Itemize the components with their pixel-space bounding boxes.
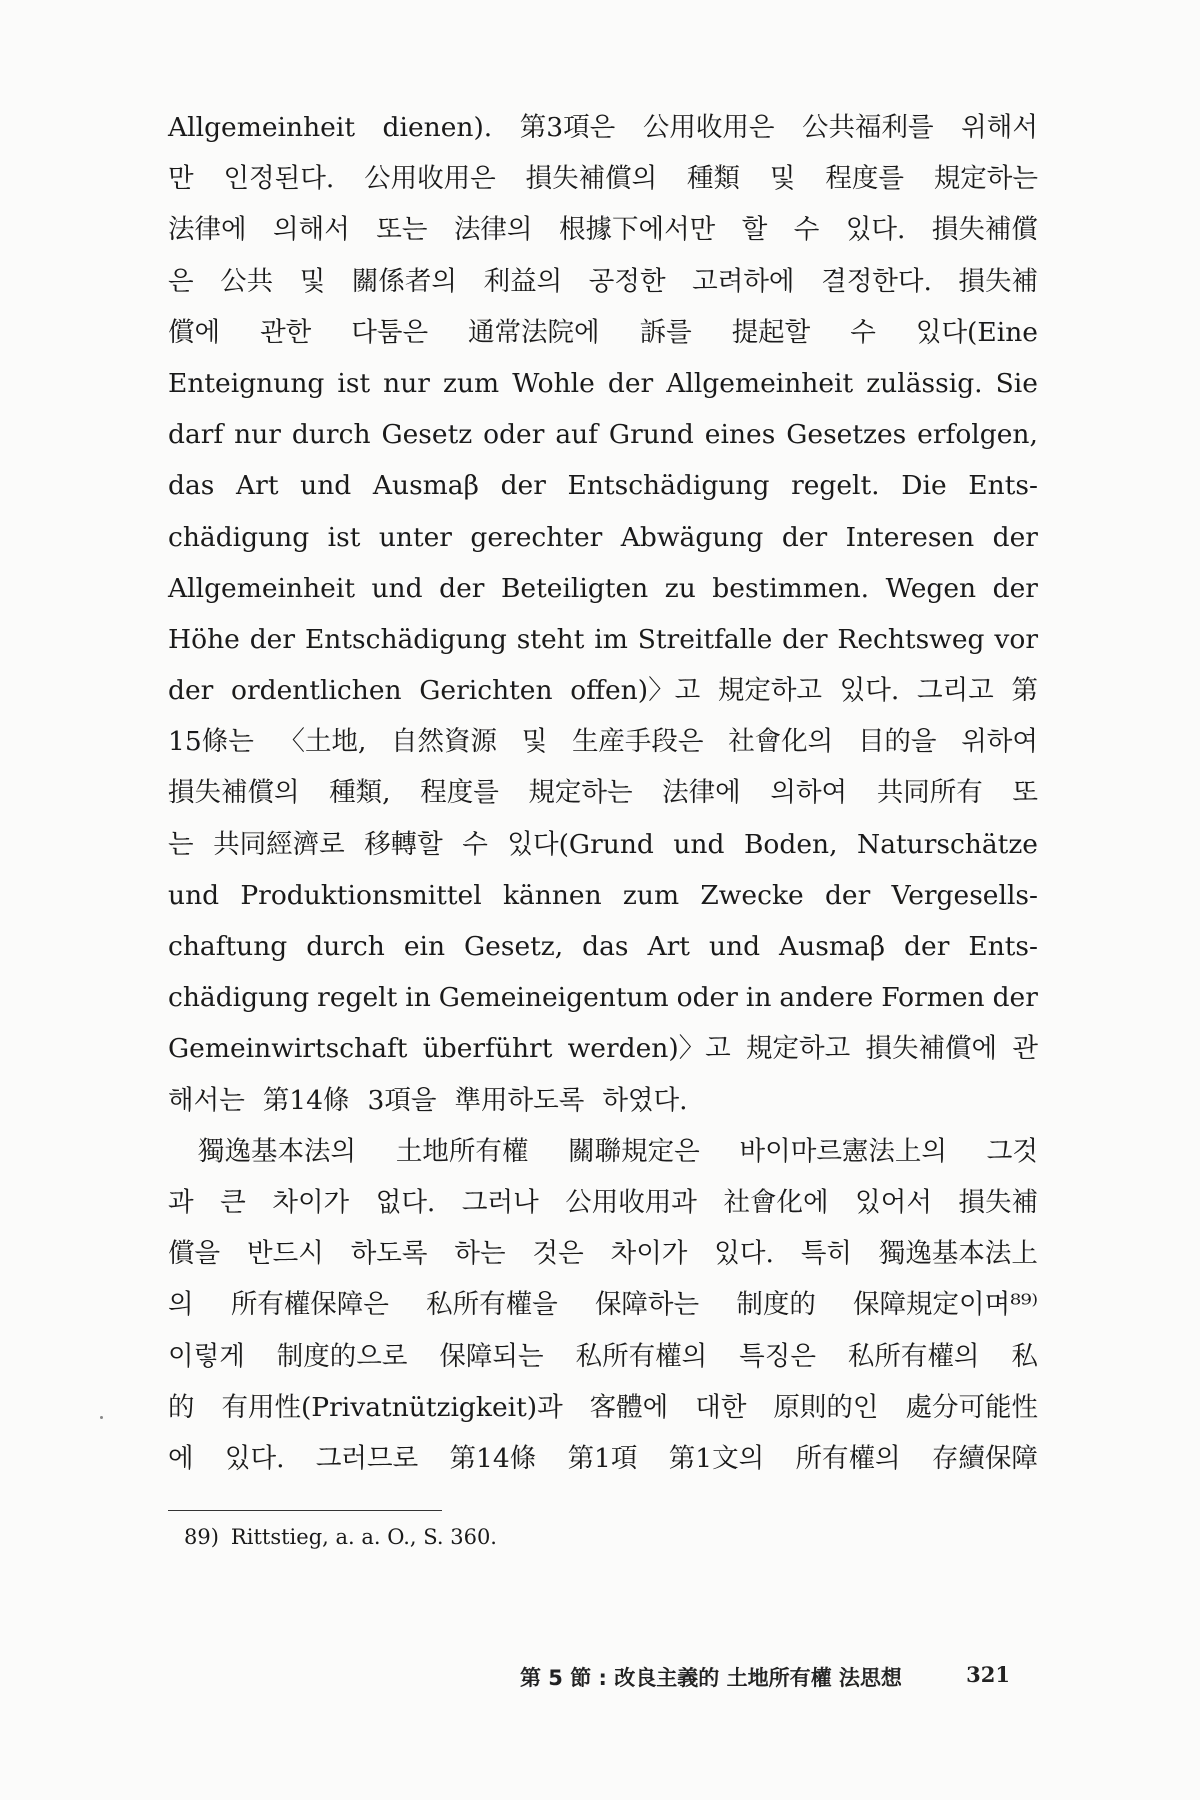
word: 대한 [695,1391,747,1423]
word: Höhe [168,623,240,655]
word: der [607,367,654,399]
word: 法律에 [168,214,247,246]
word: Vergesells- [891,879,1038,911]
word: Sie [995,367,1038,399]
word: 〈土地, [278,726,367,758]
word: 公用收用은 [364,163,496,195]
word: Boden, [743,828,838,860]
text-line [168,409,1038,460]
word: 만 [168,163,194,195]
word: Entschädigung [567,470,770,502]
text-line [168,921,1038,972]
word: 移轉할 [364,828,443,860]
word: 특히 [800,1238,853,1270]
word: 第14條 [449,1442,537,1474]
word: 및 [299,265,326,297]
word: in [745,982,772,1014]
word: 은 [168,265,194,297]
word: offen)〉고 [570,675,701,707]
text-line [168,1177,1038,1228]
word: Ausmaβ [779,931,886,962]
word: Gesetzes [786,419,907,451]
word: 있다. [714,1238,774,1270]
word: 수 [462,828,488,860]
word: Ausmaβ [372,470,479,502]
word: Produktionsmittel [240,879,482,911]
word: 특징은 [739,1340,816,1372]
word: das [168,470,215,502]
word: 損失補 [958,1186,1038,1218]
scan-speck [100,1416,103,1419]
word: 그리고 [916,675,994,707]
word: der [781,521,828,553]
word: Wegen [885,572,977,604]
text-line [168,1279,1038,1330]
word: ist [337,367,371,399]
word: der [782,623,828,655]
word: zum [622,879,680,911]
word: 所有權保障은 [230,1289,389,1321]
word: 生産手段은 [571,726,704,758]
word: 위해서 [961,112,1038,143]
word: auf [555,419,598,451]
word: 차이가 [272,1186,350,1218]
word: 通常法院에 [468,316,600,348]
word: und [168,879,220,911]
word: Gesetz, [464,931,564,962]
word: der [992,521,1038,553]
word: 規定하고 [717,675,823,707]
text-line [168,716,1038,767]
footnote-rule [168,1510,442,1511]
word: 私所有權을 [426,1289,558,1321]
word: 償에 [168,316,221,348]
word: bestimmen. [712,572,870,604]
word: 公用收用은 [642,112,775,143]
word: Allgemeinheit [168,572,355,604]
word: 第 [1011,675,1038,707]
word: Wohle [512,367,595,399]
word: 損失補償 [931,214,1038,246]
word: vor [994,623,1038,655]
word: Art [647,931,690,962]
word: 的 [168,1391,195,1423]
word: oder [483,419,545,451]
word: der [904,931,950,962]
word: gerechter [470,521,603,553]
word: Beteiligten [500,572,649,604]
word: 目的을 [857,726,937,758]
word: der [249,623,296,655]
word: 3項을 [367,1084,437,1116]
word: 있다. [224,1442,285,1474]
body-text [168,102,1038,1484]
word: 第14條 [262,1084,350,1116]
word: 고려하에 [692,265,795,297]
word: 公用收用과 [565,1186,697,1218]
word: ist [327,521,361,553]
word: 및 [769,163,796,195]
word: dienen). [382,112,493,143]
word: Art [236,470,279,502]
word: Interesen [845,521,975,553]
word: 利益의 [483,265,563,297]
text-line [168,870,1038,921]
word: 관 [1012,1033,1038,1065]
word: 있다(Eine [915,316,1038,348]
word: Allgemeinheit [168,112,355,143]
word: 第1項 [567,1442,638,1474]
word: 規定하는 [528,777,633,809]
word: zu [664,572,696,604]
word: 는 [168,828,194,860]
word: 損失補償의 [168,777,300,809]
word: 또 [1012,777,1038,809]
word: 결정한다. [821,265,932,297]
word: 第3項은 [519,112,616,143]
word: 의하여 [770,777,848,809]
word: erfolgen, [917,419,1038,451]
text-line [168,102,1038,153]
word: 所有權의 [795,1442,901,1474]
word: 法律의 [453,214,533,246]
word: 共同經濟로 [213,828,345,860]
word: regelt [317,982,398,1014]
word: 處分可能性 [905,1391,1038,1423]
word: 保障規定이며⁸⁹⁾ [853,1289,1038,1321]
word: der [992,982,1038,1014]
word: 第1文의 [668,1442,765,1474]
word: 社會化의 [728,726,834,758]
word: 保障되는 [439,1340,544,1372]
page-number: 321 [966,1662,1010,1687]
word: 程度를 [825,163,904,195]
word: 수 [793,214,820,246]
text-line [168,563,1038,614]
word: 그러나 [461,1186,539,1218]
text-line [168,614,1038,665]
word: 위하여 [961,726,1038,758]
word: und [371,572,423,604]
text-line [168,307,1038,358]
word: 私所有權의 [575,1340,708,1372]
word: 하는 [454,1238,506,1270]
word: werden)〉고 [567,1033,731,1065]
word: 의해서 [273,214,350,246]
word: 準用하도록 [454,1084,585,1116]
word: 공정한 [588,265,666,297]
word: 관한 [260,316,312,348]
word: 原則的인 [773,1391,879,1423]
word: 公共福利를 [802,112,934,143]
word: 制度的으로 [276,1340,408,1372]
word: Gemeineigentum [438,982,669,1014]
word: 있어서 [855,1186,932,1218]
word: 수 [850,316,876,348]
word: 保障하는 [594,1289,700,1321]
text-line [168,1331,1038,1382]
word: 있다. [845,214,906,246]
word: 있다. [839,675,900,707]
word: 그러므로 [315,1442,419,1474]
text-line [168,665,1038,716]
word: andere [779,982,874,1014]
word: ein [403,931,446,962]
word: Grund [608,419,694,451]
word: 獨逸基本法의 [198,1135,357,1167]
word: chaftung [168,931,288,962]
word: Naturschätze [857,828,1038,860]
word: 程度를 [420,777,499,809]
word: 根據下에서만 [558,214,716,246]
word: 차이가 [610,1238,688,1270]
word: Ents- [968,470,1038,502]
word: 損失補償에 [865,1033,998,1065]
word: 償을 [168,1238,221,1270]
word: im [594,623,628,655]
word: 客體에 [589,1391,669,1423]
word: 損失補償의 [525,163,658,195]
word: 關聯規定은 [568,1135,700,1167]
word: 獨逸基本法上 [878,1238,1038,1270]
text-line [168,819,1038,870]
word: regelt. [791,470,880,502]
footnote-number: 89) [184,1525,219,1549]
text-line [168,204,1038,255]
word: Ents- [968,931,1038,962]
word: 것은 [532,1238,584,1270]
word: 그것 [986,1135,1038,1167]
word: der [824,879,871,911]
word: 私 [1011,1340,1038,1372]
word: Streitfalle [637,623,773,655]
word: zum [443,367,500,399]
word: 반드시 [247,1238,324,1270]
word: 에 [168,1442,194,1474]
word: 15條는 [168,726,254,758]
text-line [168,1075,1038,1126]
word: 提起할 [731,316,811,348]
word: und [708,931,761,962]
word: unter [378,521,452,553]
word: 有用性(Privatnützigkeit)과 [221,1391,563,1423]
word: 私所有權의 [847,1340,980,1372]
word: Enteignung [168,367,325,399]
word: 共同所有 [876,777,983,809]
word: Gesetz [381,419,473,451]
word: 自然資源 [391,726,498,758]
text-line [168,512,1038,563]
word: steht [516,623,585,655]
word: Entschädigung [304,623,507,655]
text-line [168,153,1038,204]
word: 할 [741,214,768,246]
word: 바이마르憲法上의 [739,1135,948,1167]
word: 과 [168,1186,194,1218]
word: 種類, [329,777,391,809]
word: Formen [881,982,985,1014]
word: nur [383,367,430,399]
word: 해서는 [168,1084,245,1116]
word: 規定하고 [746,1033,851,1065]
text-line [168,1126,1038,1177]
word: chädigung [168,982,310,1014]
word: oder [676,982,738,1014]
text-line [168,767,1038,818]
footnote-text: Rittstieg, a. a. O., S. 360. [230,1525,497,1549]
word: 公共 [220,265,274,297]
word: darf [168,419,224,451]
word: 規定하는 [933,163,1038,195]
word: kännen [502,879,602,911]
word: überführt [422,1033,553,1065]
word: 다툼은 [351,316,429,348]
word: in [405,982,431,1014]
word: 關係者의 [351,265,458,297]
word: 인정된다. [223,163,335,195]
word: der [439,572,485,604]
word: 또는 [376,214,428,246]
word: der [168,675,214,707]
word: 存續保障 [931,1442,1038,1474]
word: das [582,931,629,962]
word: nur [234,419,281,451]
word: 하도록 [350,1238,428,1270]
word: 하였다. [602,1084,688,1116]
word: der [992,572,1038,604]
word: eines [704,419,776,451]
word: 訴를 [639,316,692,348]
word: 損失補 [958,265,1038,297]
running-footer [520,1662,1010,1692]
word: chädigung [168,521,310,553]
footnote [184,1522,497,1552]
word: 이렇게 [168,1340,245,1372]
text-line [168,972,1038,1023]
word: 法律에 [662,777,741,809]
text-line [168,358,1038,409]
word: Allgemeinheit [666,367,854,399]
word: durch [306,931,385,962]
word: 및 [521,726,548,758]
word: 큰 [220,1186,246,1218]
text-line [168,1023,1038,1074]
text-line [168,460,1038,511]
word: Zwecke [700,879,804,911]
running-footer-section: 第 5 節 : 改良主義的 土地所有權 法思想 [520,1666,902,1690]
word: Die [901,470,947,502]
word: der [500,470,546,502]
word: durch [291,419,371,451]
word: Rechtsweg [837,623,985,655]
word: 있다(Grund [507,828,654,860]
word: ordentlichen [230,675,402,707]
word: zulässig. [866,367,983,399]
word: 의 [168,1289,194,1321]
word: 土地所有權 [395,1135,529,1167]
word: 制度的 [736,1289,816,1321]
word: Gemeinwirtschaft [168,1033,408,1065]
word: und [673,828,725,860]
text-line [168,1433,1038,1484]
text-line [168,256,1038,307]
text-line [168,1228,1038,1279]
word: 種類 [687,163,741,195]
word: 社會化에 [723,1186,829,1218]
word: 없다. [375,1186,436,1218]
word: und [300,470,352,502]
word: Abwägung [620,521,764,553]
text-line [168,1382,1038,1433]
word: Gerichten [419,675,553,707]
